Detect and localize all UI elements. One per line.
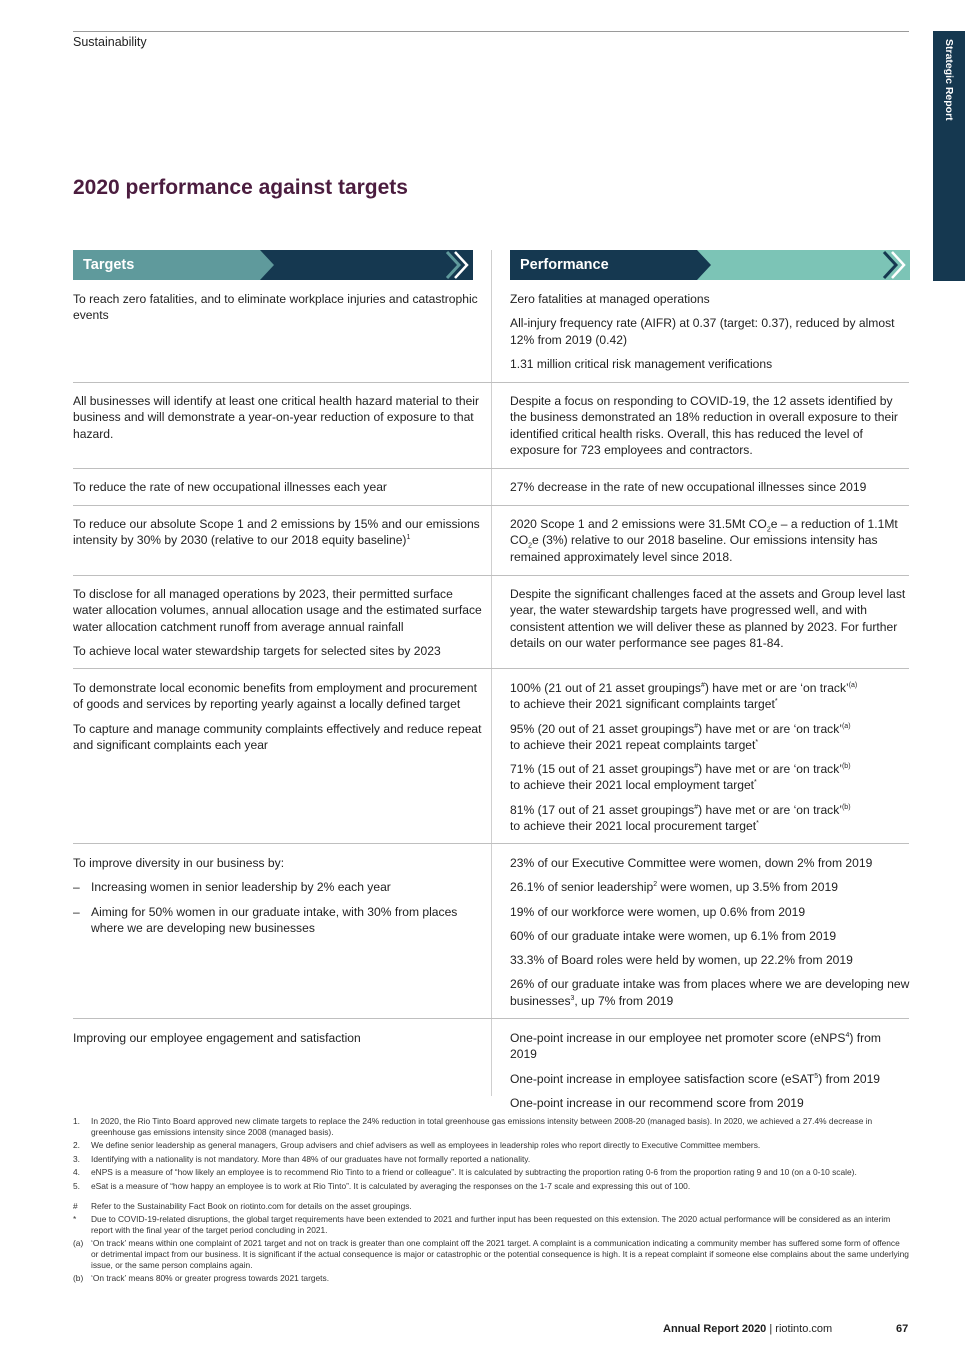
target-text: To improve diversity in our business by: [73,856,285,870]
performance-text: Despite the significant challenges faced at the assets and Group level last year, the water stewardship targets have progressed well, and with consistent attention we will deliver these as planned by 2023. For further details on our water performance see pages 81-84. [510,587,906,650]
target-text: To reduce the rate of new occupational illnesses each year [73,480,387,494]
target-text: To disclose for all managed operations by 2023, their permitted surface water allocation volumes, annual allocation usage and the estimated surface water allocation catchment runoff from average annual rainfall [73,587,482,634]
performance-text: 23% of our Executive Committee were women, down 2% from 2019 [510,856,873,870]
row-divider [73,575,909,576]
row-divider [73,468,909,469]
footnote: (b) ‘On track’ means 80% or greater progress towards 2021 targets. [73,1273,330,1284]
performance-text: 71% (15 out of 21 asset groupings#) have met or are ‘on track’$^{(b)}$ to achieve their 2021 local employment target* [510,762,851,793]
performance-text: 19% of our workforce were women, up 0.6% from 2019 [510,904,806,919]
targets-header-label: Targets [83,257,135,273]
row-divider [73,505,909,506]
footer-site-link[interactable]: riotinto.com [775,1323,833,1335]
page-number: 67 [896,1323,909,1335]
performance-text: One-point increase in our employee net promoter score (eNPS$^4$) from 2019 [510,1031,881,1062]
row-divider [73,668,909,669]
target-emissions [73,516,483,557]
targets-header [73,250,473,280]
performance-header [510,250,910,280]
performance-text: 100% (21 out of 21 asset groupings#) have met or are ‘on track’$^{(a)}$ to achieve their 2021 significant complaints target* [510,681,858,712]
performance-text: 27% decrease in the rate of new occupational illnesses since 2019 [510,480,867,494]
row-divider [73,843,909,844]
target-text: To demonstrate local economic benefits from employment and procurement of goods and services by reporting yearly against a locally defined target [73,681,477,712]
performance-water [510,586,910,659]
footnote: * Due to COVID-19-related disruptions, the global target requirements have been extended to 2021 and further input has been requested on this extension. The 2020 actual performance will be considered as an interim report with the final year of the target period concluding in 2021. [73,1214,891,1235]
target-bullet: – Aiming for 50% women in our graduate intake, with 30% from places where we are developing new businesses [73,904,483,937]
row-divider [73,382,909,383]
target-bullet: – Increasing women in senior leadership by 2% each year [73,879,483,895]
footnote: 5. eSat is a measure of “how happy an employee is to work at Rio Tinto”. It is calculated by averaging the responses on the 1-7 scale and expressing this out of 100. [73,1180,691,1191]
target-text: To reach zero fatalities, and to eliminate workplace injuries and catastrophic events [73,292,478,323]
page-title: 2020 performance against targets [73,176,408,199]
target-text: To achieve local water stewardship targets for selected sites by 2023 [73,643,441,658]
top-rule [73,31,909,32]
performance-header-label: Performance [520,257,609,273]
section-label: Sustainability [73,35,147,49]
target-water [73,586,483,667]
performance-community [510,680,910,842]
target-health [73,393,483,450]
footer-report: Annual Report 2020 | riotinto.com [663,1323,833,1335]
footnote: 3. Identifying with a nationality is not mandatory. More than 48% of our graduates have not formally reported a nationality. [73,1153,531,1164]
performance-text: 26.1% of senior leadership$^2$ were women, up 3.5% from 2019 [510,880,838,895]
performance-text: One-point increase in our recommend score from 2019 [510,1095,804,1110]
performance-illness [510,479,910,503]
target-text: All businesses will identify at least one critical health hazard material to their business and will demonstrate a year-on-year reduction of exposure to that hazard. [73,394,480,441]
row-divider [73,1018,909,1019]
performance-health [510,393,910,466]
performance-text: 1.31 million critical risk management verifications [510,356,773,371]
side-tab[interactable] [933,31,965,281]
target-engagement [73,1030,483,1054]
performance-text: One-point increase in employee satisfaction score (eSAT$^5$) from 2019 [510,1071,881,1086]
footnote: 2. We define senior leadership as general managers, Group advisers and chief advisers as well as employees in leadership roles who report directly to Executive Committee members. [73,1140,761,1151]
performance-safety [510,291,910,380]
target-safety [73,291,483,332]
performance-text: Zero fatalities at managed operations [510,292,710,306]
target-community [73,680,483,761]
target-text: Improving our employee engagement and satisfaction [73,1031,361,1045]
performance-emissions [510,516,910,573]
target-text: To reduce our absolute Scope 1 and 2 emissions by 15% and our emissions intensity by 30% by 2030 (relative to our 2018 equity baseline)$^1$ [73,517,480,548]
footnote: 4. eNPS is a measure of “how likely an employee is to recommend Rio Tinto to a friend or colleague”. It is calculated by subtracting the proportion rating 0-6 from the proportion rating 9 and 10 (on a 0-10 scale). [73,1167,857,1178]
performance-text: 33.3% of Board roles were held by women, up 22.2% from 2019 [510,953,853,968]
footnote: # Refer to the Sustainability Fact Book on riotinto.com for details on the asset groupings. [73,1200,412,1211]
performance-text: Despite a focus on responding to COVID-19, the 12 assets identified by the business demonstrated an 18% reduction in overall exposure to their identified critical health risks. Overall, this has reduced the level of exposure for 723 employees and contractors. [510,394,898,457]
target-illness [73,479,483,503]
performance-text: 60% of our graduate intake were women, up 6.1% from 2019 [510,928,837,943]
footnotes [73,1116,909,1287]
footnote: (a) ‘On track’ means within one complaint of 2021 target and not on track is greater than one complaint off the 2021 target. A complaint is a communication indicating a community member has suffered some form of offence or detrimental impact from our business. It is significant if the actual consequence is major or catastrophic or the potential consequence is high. It is a repeat complaint if someone else complains about the same underlying issue, or the same person complains again. [73,1238,909,1270]
performance-diversity [510,855,910,1017]
performance-text: 2020 Scope 1 and 2 emissions were 31.5Mt $CO_2e$ – a reduction of 1.1Mt $CO_2e$ (3%) relative to our 2018 baseline. Our emissions intensity has remained approximately level since 2018. [510,517,898,564]
performance-engagement [510,1030,910,1119]
footnote: 1. In 2020, the Rio Tinto Board approved new climate targets to replace the 24% reduction in total greenhouse gas emissions intensity between 2008-20 (managed basis). In 2020, we achieved a 27.4% decrease in greenhouse gas emissions intensity since 2008 (managed basis). [73,1116,873,1137]
column-divider [491,250,492,1096]
target-text: To capture and manage community complaints effectively and reduce repeat and significant complaints each year [73,721,482,752]
performance-text: 95% (20 out of 21 asset groupings#) have met or are ‘on track’$^{(a)}$ to achieve their 2021 repeat complaints target* [510,721,851,752]
performance-text: All-injury frequency rate (AIFR) at 0.37 (target: 0.37), reduced by almost 12% from 2019 (0.42) [510,316,895,347]
target-diversity [73,855,483,944]
performance-text: 81% (17 out of 21 asset groupings#) have met or are ‘on track’$^{(b)}$ to achieve their 2021 local procurement target* [510,802,851,834]
side-tab-label: Strategic Report [943,39,955,121]
performance-text: 26% of our graduate intake was from places where we are developing new businesses$^3$, up 7% from 2019 [510,977,910,1008]
